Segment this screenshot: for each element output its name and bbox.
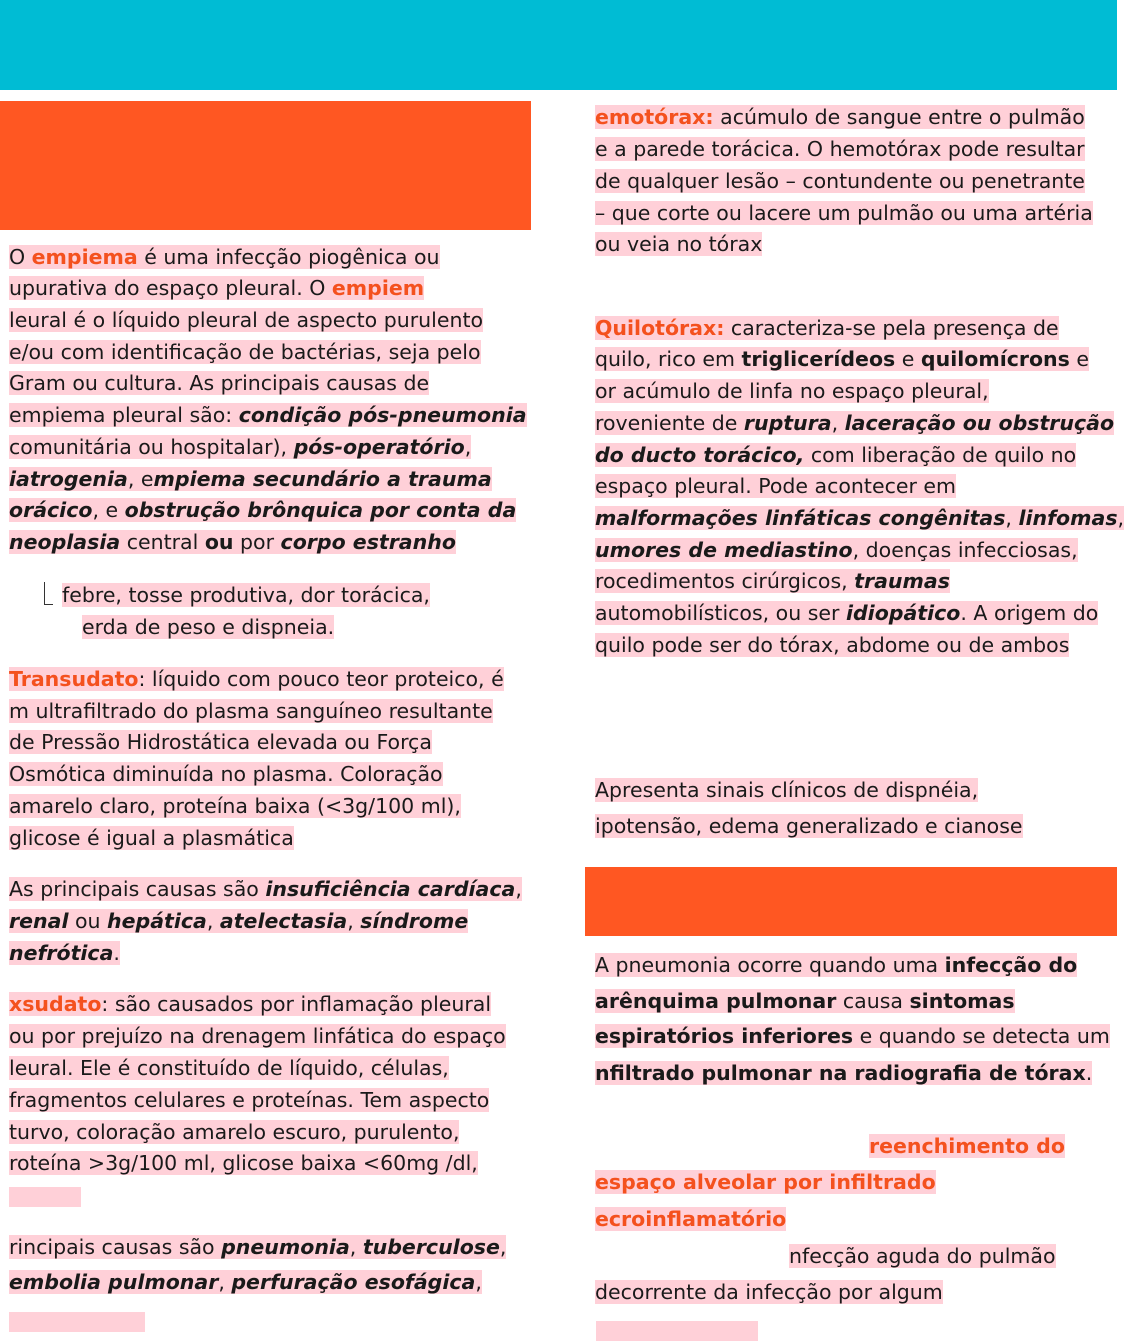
- text-line: comunitária ou hospitalar), pós-operatório,: [9, 435, 472, 459]
- highlight-blank: [596, 1321, 758, 1341]
- text-line: renal ou hepática, atelectasia, síndrome: [9, 909, 469, 933]
- text-line: decorrente da infecção por algum: [595, 1280, 943, 1304]
- text-line: fragmentos celulares e proteínas. Tem aspecto: [9, 1088, 490, 1112]
- text-line: leural é o líquido pleural de aspecto purulento: [9, 308, 484, 332]
- top-header-bar: [0, 0, 1117, 90]
- text-line: espaço pleural. Pode acontecer em: [595, 474, 956, 498]
- text-line: glicose é igual a plasmática: [9, 826, 294, 850]
- text-line: O empiema é uma infecção piogênica ou: [9, 245, 440, 269]
- text-line: erda de peso e dispneia.: [82, 615, 335, 639]
- text-line: Transudato: líquido com pouco teor proteico, é: [9, 667, 504, 691]
- pneumonia-header-block: [585, 867, 1117, 936]
- text-line: quilo pode ser do tórax, abdome ou de ambos: [595, 633, 1070, 657]
- text-line: nfecção aguda do pulmão: [789, 1244, 1056, 1268]
- section-header-block: [0, 101, 531, 230]
- text-line: umores de mediastino, doenças infecciosas,: [595, 538, 1078, 562]
- text-line: nfiltrado pulmonar na radiografia de tórax.: [595, 1061, 1093, 1085]
- text-line: espaço alveolar por infiltrado: [595, 1170, 936, 1194]
- text-line: empiema pleural são: condição pós-pneumonia: [9, 403, 527, 427]
- text-line: automobilísticos, ou ser idiopático. A origem do: [595, 601, 1099, 625]
- highlight-blank: [9, 1312, 145, 1332]
- text-line: malformações linfáticas congênitas, linfomas,: [595, 506, 1124, 530]
- text-line: m ultrafiltrado do plasma sanguíneo resultante: [9, 699, 493, 723]
- text-line: xsudato: são causados por inflamação pleural: [9, 992, 492, 1016]
- text-line: Quilotórax: caracteriza-se pela presença de: [595, 316, 1059, 340]
- text-line: upurativa do espaço pleural. O empiem: [9, 276, 425, 300]
- text-line: quilo, rico em triglicerídeos e quilomícrons e: [595, 347, 1089, 371]
- text-line: e/ou com identificação de bactérias, seja pelo: [9, 340, 481, 364]
- text-line: de Pressão Hidrostática elevada ou Força: [9, 730, 432, 754]
- text-line: rocedimentos cirúrgicos, traumas: [595, 569, 950, 593]
- text-line: roveniente de ruptura, laceração ou obstrução: [595, 411, 1115, 435]
- text-line: Gram ou cultura. As principais causas de: [9, 371, 430, 395]
- text-line: ipotensão, edema generalizado e cianose: [595, 814, 1023, 838]
- text-line: nefrótica.: [9, 941, 120, 965]
- bullet-bracket-icon: [44, 582, 53, 605]
- text-line: iatrogenia, empiema secundário a trauma: [9, 467, 492, 491]
- text-line: espiratórios inferiores e quando se detecta um: [595, 1024, 1110, 1048]
- text-line: rincipais causas são pneumonia, tuberculose,: [9, 1235, 507, 1259]
- text-line: emotórax: acúmulo de sangue entre o pulmão: [595, 105, 1085, 129]
- text-line: e a parede torácica. O hemotórax pode resultar: [595, 137, 1085, 161]
- text-line: ou por prejuízo na drenagem linfática do espaço: [9, 1024, 506, 1048]
- text-line: de qualquer lesão – contundente ou penetrante: [595, 169, 1085, 193]
- text-line: A pneumonia ocorre quando uma infecção do: [595, 953, 1078, 977]
- text-line: turvo, coloração amarelo escuro, purulento,: [9, 1120, 460, 1144]
- text-line: ou veia no tórax: [595, 232, 763, 256]
- text-line: As principais causas são insuficiência cardíaca,: [9, 877, 522, 901]
- text-line: febre, tosse produtiva, dor torácica,: [62, 583, 430, 607]
- text-line: orácico, e obstrução brônquica por conta da: [9, 498, 517, 522]
- text-line: Osmótica diminuída no plasma. Coloração: [9, 762, 443, 786]
- highlight-blank: [9, 1187, 81, 1207]
- text-line: leural. Ele é constituído de líquido, células,: [9, 1056, 449, 1080]
- text-line: embolia pulmonar, perfuração esofágica,: [9, 1270, 482, 1294]
- text-line: – que corte ou lacere um pulmão ou uma artéria: [595, 201, 1093, 225]
- text-line: ecroinflamatório: [595, 1207, 787, 1231]
- text-line: reenchimento do: [869, 1134, 1065, 1158]
- text-line: neoplasia central ou por corpo estranho: [9, 530, 456, 554]
- text-line: do ducto torácico, com liberação de quilo no: [595, 443, 1077, 467]
- text-line: or acúmulo de linfa no espaço pleural,: [595, 379, 989, 403]
- text-line: amarelo claro, proteína baixa (<3g/100 ml),: [9, 794, 461, 818]
- text-line: arênquima pulmonar causa sintomas: [595, 989, 1015, 1013]
- text-line: Apresenta sinais clínicos de dispnéia,: [595, 778, 979, 802]
- text-line: roteína >3g/100 ml, glicose baixa <60mg /dl,: [9, 1151, 478, 1175]
